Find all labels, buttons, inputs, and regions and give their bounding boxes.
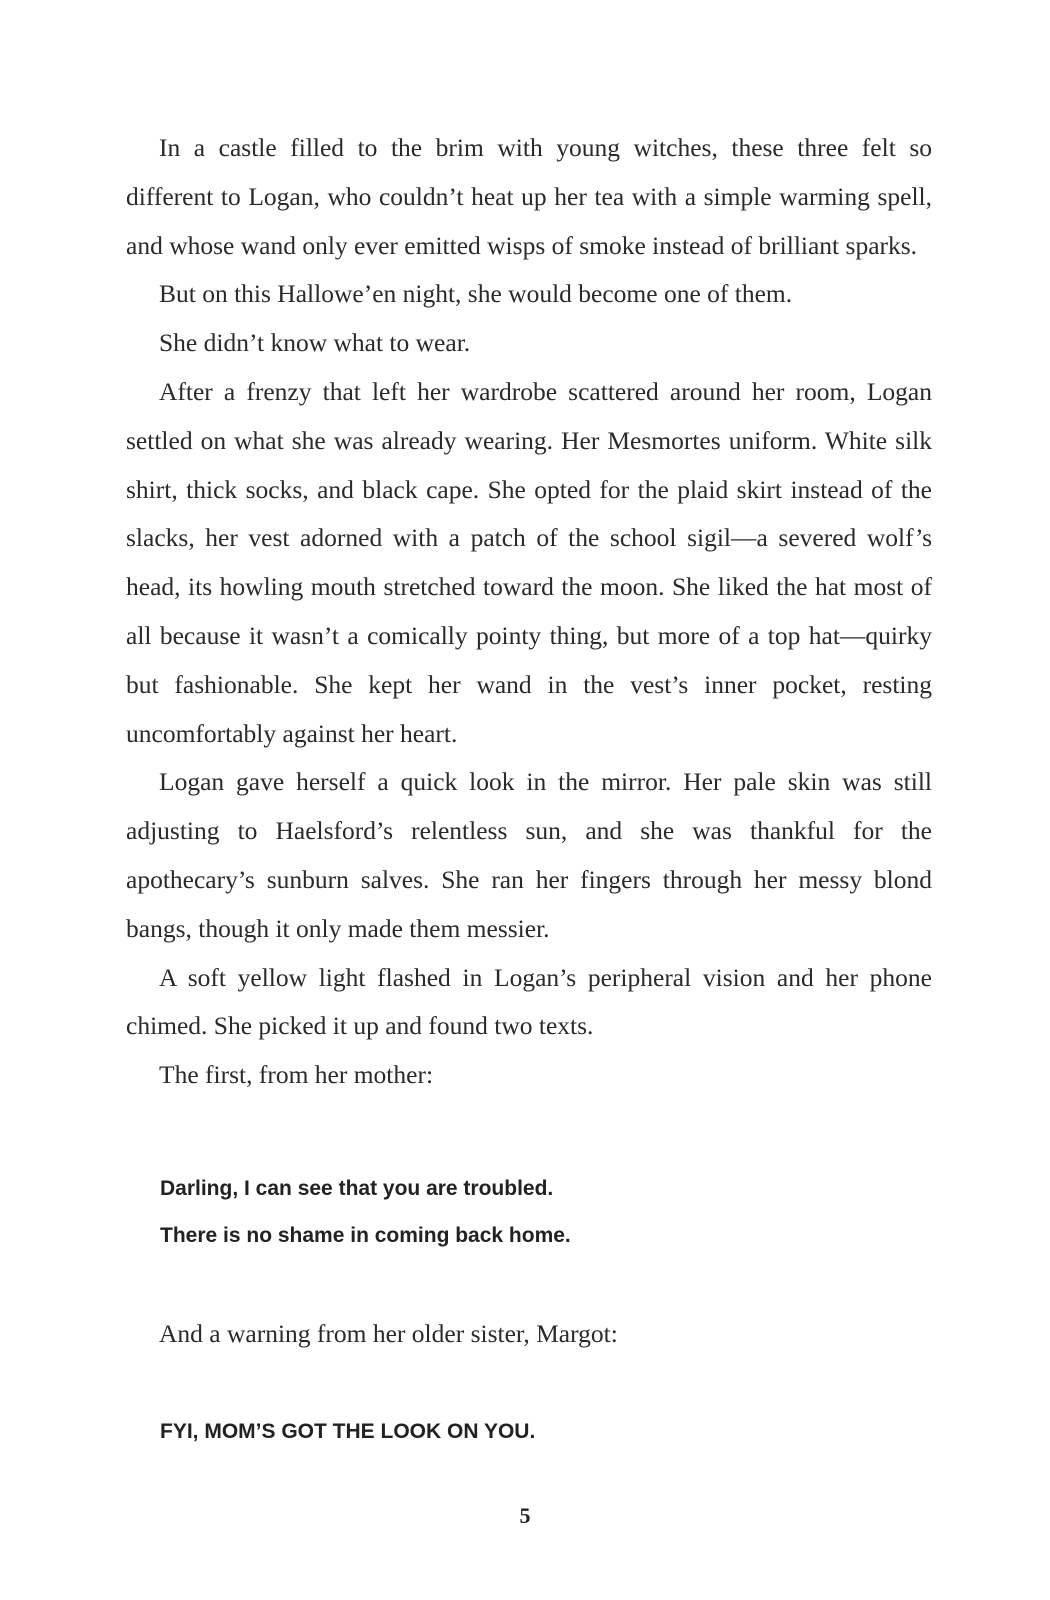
text-message-line: There is no shame in coming back home. [160, 1224, 571, 1247]
paragraph: But on this Hallowe’en night, she would become one of them. [159, 279, 793, 309]
paragraph: In a castle filled to the brim with young witches, these three felt so different to Logan, who couldn’t heat up her tea with a simple warming spell, and whose wand only ever emitted wisps of smoke instead of brilliant sparks. [126, 133, 932, 260]
text-message-margot [160, 1408, 535, 1455]
text-message-line: Darling, I can see that you are troubled. [160, 1177, 554, 1200]
paragraph: After a frenzy that left her wardrobe scattered around her room, Logan settled on what she was already wearing. Her Mesmortes uniform. White silk shirt, thick socks, and black cape. She opted for the plaid skirt instead of the slacks, her vest adorned with a patch of the school sigil—a severed wolf’s head, its howling mouth stretched toward the moon. She liked the hat most of all because it wasn’t a comically pointy thing, but more of a top hat—quirky but fashionable. She kept her wand in the vest’s inner pocket, resting uncomfortably against her heart. [126, 376, 932, 748]
paragraph: And a warning from her older sister, Margot: [159, 1319, 618, 1348]
paragraph: Logan gave herself a quick look in the mirror. Her pale skin was still adjusting to Haelsford’s relentless sun, and she was thankful for the apothecary’s sunburn salves. She ran her fingers through her messy blond bangs, though it only made them messier. [126, 767, 932, 943]
text-message-mother [160, 1165, 571, 1259]
text-message-line: FYI, MOM’S GOT THE LOOK ON YOU. [160, 1420, 536, 1443]
page-number: 5 [519, 1503, 531, 1528]
body-text [126, 124, 932, 1100]
paragraph: She didn’t know what to wear. [159, 328, 471, 358]
paragraph: The first, from her mother: [159, 1060, 434, 1090]
paragraph: A soft yellow light flashed in Logan’s peripheral vision and her phone chimed. She picked it up and found two texts. [126, 962, 932, 1041]
